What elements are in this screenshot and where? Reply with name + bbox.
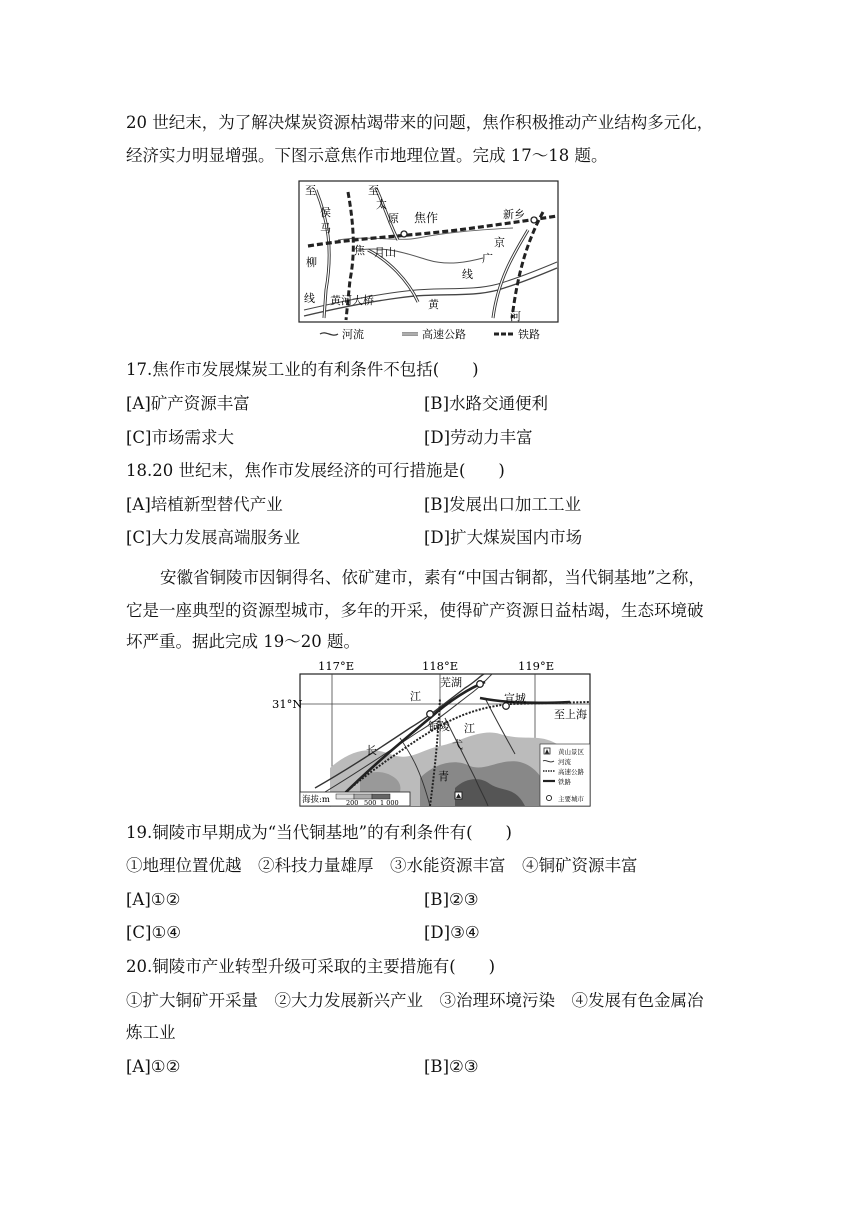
question-19-stem: 19.铜陵市早期成为“当代铜基地”的有利条件有( ) bbox=[126, 823, 512, 842]
question-18-option-d[interactable]: [D]扩大煤炭国内市场 bbox=[424, 528, 583, 547]
map2-elevation-500: 500 bbox=[364, 799, 377, 807]
map2-label-tongling: 铜陵 bbox=[428, 720, 450, 733]
question-18-option-b[interactable]: [B]发展出口加工工业 bbox=[424, 495, 581, 514]
map2-elevation-1000: 1 000 bbox=[380, 799, 399, 807]
jiaozuo-map bbox=[298, 180, 560, 345]
question-20-stem: 20.铜陵市产业转型升级可采取的主要措施有( ) bbox=[126, 957, 496, 976]
question-17-option-b[interactable]: [B]水路交通便利 bbox=[424, 394, 548, 413]
map2-legend-city: 主要城市 bbox=[558, 795, 584, 803]
map1-legend-river: 河流 bbox=[342, 328, 364, 341]
map2-legend-railway: 铁路 bbox=[558, 778, 571, 786]
map2-legend-scenic: 黄山景区 bbox=[558, 748, 584, 756]
map2-label-yi: 弋 bbox=[452, 738, 463, 751]
tongling-map bbox=[270, 658, 592, 810]
map1-label-xian2: 线 bbox=[304, 292, 315, 305]
map2-label-wuhu: 芜湖 bbox=[440, 676, 462, 689]
map2-label-jiang2: 江 bbox=[464, 722, 475, 735]
question-20-items-line-2: 炼工业 bbox=[126, 1023, 176, 1042]
map2-elevation-200: 200 bbox=[346, 799, 359, 807]
question-17-option-c[interactable]: [C]市场需求大 bbox=[126, 428, 234, 447]
map2-label-jiang1: 江 bbox=[410, 690, 421, 703]
map2-legend-highway: 高速公路 bbox=[558, 768, 584, 776]
map1-label-tai: 太 bbox=[376, 198, 387, 211]
question-20-option-a[interactable]: [A]①② bbox=[126, 1057, 181, 1076]
map1-label-jing: 京 bbox=[494, 236, 505, 249]
question-20-option-b[interactable]: [B]②③ bbox=[424, 1057, 479, 1076]
map1-label-ma: 马 bbox=[320, 222, 331, 235]
question-20-items-line-1: ①扩大铜矿开采量 ②大力发展新兴产业 ③治理环境污染 ④发展有色金属冶 bbox=[126, 991, 704, 1010]
question-19-option-a[interactable]: [A]①② bbox=[126, 890, 181, 909]
intro-paragraph-2-line-2: 它是一座典型的资源型城市，多年的开采，使得矿产资源日益枯竭，生态环境破 bbox=[126, 601, 704, 620]
map2-lat-31: 31°N bbox=[272, 697, 303, 711]
map2-label-qing: 青 bbox=[438, 770, 449, 783]
map1-label-guang: 广 bbox=[482, 252, 493, 265]
question-17-option-d[interactable]: [D]劳动力丰富 bbox=[424, 428, 533, 447]
map1-label-yueshan: 月山 bbox=[374, 246, 396, 259]
intro-paragraph-2-line-1: 安徽省铜陵市因铜得名、依矿建市，素有“中国古铜都，当代铜基地”之称， bbox=[160, 568, 705, 587]
question-17-option-a[interactable]: [A]矿产资源丰富 bbox=[126, 394, 250, 413]
map1-label-jiaozuo: 焦作 bbox=[414, 211, 439, 225]
map1-label-zhi2: 至 bbox=[368, 184, 379, 197]
map1-label-hou: 侯 bbox=[320, 206, 331, 219]
map2-label-to-shanghai: 至上海 bbox=[554, 708, 587, 721]
map1-legend-railway: 铁路 bbox=[518, 328, 540, 341]
map1-label-he: 河 bbox=[510, 310, 521, 323]
map2-legend-river: 河流 bbox=[558, 758, 571, 766]
map2-lon-118: 118°E bbox=[422, 659, 459, 673]
map1-label-liu: 柳 bbox=[306, 256, 317, 269]
intro-paragraph-2-line-3: 坏严重。据此完成 19～20 题。 bbox=[126, 632, 360, 651]
question-18-option-c[interactable]: [C]大力发展高端服务业 bbox=[126, 528, 300, 547]
map1-label-xinxiang: 新乡 bbox=[503, 208, 525, 221]
map1-label-yuan: 原 bbox=[388, 212, 399, 225]
map2-elevation-label: 海拔:m bbox=[302, 795, 330, 805]
question-19-items: ①地理位置优越 ②科技力量雄厚 ③水能资源丰富 ④铜矿资源丰富 bbox=[126, 856, 638, 875]
map1-label-jiao: 焦 bbox=[354, 244, 365, 257]
map2-label-xuancheng: 宣城 bbox=[504, 692, 526, 705]
map1-label-huang: 黄 bbox=[428, 298, 439, 311]
intro-paragraph-1-line-2: 经济实力明显增强。下图示意焦作市地理位置。完成 17～18 题。 bbox=[126, 146, 608, 165]
map2-lon-119: 119°E bbox=[518, 659, 555, 673]
map2-lon-117: 117°E bbox=[318, 659, 355, 673]
question-19-option-b[interactable]: [B]②③ bbox=[424, 890, 479, 909]
map1-label-xian1: 线 bbox=[462, 268, 473, 281]
map1-legend-highway: 高速公路 bbox=[422, 328, 466, 341]
question-19-option-c[interactable]: [C]①④ bbox=[126, 923, 182, 942]
question-19-option-d[interactable]: [D]③④ bbox=[424, 923, 480, 942]
map1-label-zhi1: 至 bbox=[305, 184, 316, 197]
city-legend-icon bbox=[546, 795, 551, 800]
map1-label-bridge: 黄河大桥 bbox=[330, 294, 374, 307]
question-18-stem: 18.20 世纪末，焦作市发展经济的可行措施是( ) bbox=[126, 461, 505, 480]
map2-label-chang: 长 bbox=[366, 744, 377, 757]
question-17-stem: 17.焦作市发展煤炭工业的有利条件不包括( ) bbox=[126, 360, 479, 379]
intro-paragraph-1-line-1: 20 世纪末，为了解决煤炭资源枯竭带来的问题，焦作积极推动产业结构多元化， bbox=[126, 113, 714, 132]
question-18-option-a[interactable]: [A]培植新型替代产业 bbox=[126, 495, 283, 514]
river-legend-icon bbox=[320, 333, 338, 335]
